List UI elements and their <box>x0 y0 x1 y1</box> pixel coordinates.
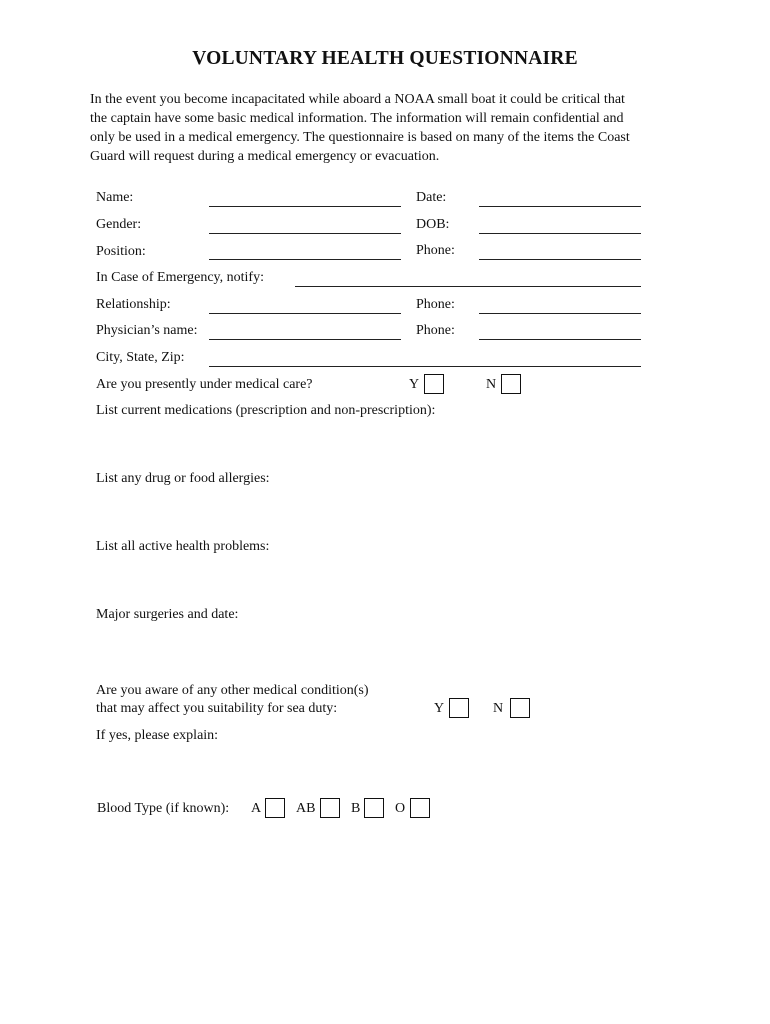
intro-line: only be used in a medical emergency. The questionnaire is based on many of the items the Coast <box>90 130 630 145</box>
other-conditions-no-label: N <box>493 701 504 716</box>
intro-line: the captain have some basic medical information. The information will remain confidential and <box>90 111 624 126</box>
health-problems-prompt: List all active health problems: <box>96 539 270 554</box>
surgeries-prompt: Major surgeries and date: <box>96 607 239 622</box>
emergency-phone-label: Phone: <box>416 297 455 312</box>
medical-care-question: Are you presently under medical care? <box>96 377 313 392</box>
explain-prompt: If yes, please explain: <box>96 728 219 743</box>
medical-care-no-checkbox[interactable] <box>501 374 521 394</box>
blood-type-o-label: O <box>395 801 406 816</box>
blood-type-o-checkbox[interactable] <box>410 798 430 818</box>
date-field[interactable] <box>479 206 641 207</box>
blood-type-b-checkbox[interactable] <box>364 798 384 818</box>
medical-care-no-label: N <box>486 377 497 392</box>
medications-prompt: List current medications (prescription and non-prescription): <box>96 403 436 418</box>
other-conditions-question-line2: that may affect you suitability for sea duty: <box>96 701 338 716</box>
emergency-contact-field[interactable] <box>295 286 641 287</box>
other-conditions-yes-label: Y <box>434 701 445 716</box>
physician-field[interactable] <box>209 339 401 340</box>
blood-type-ab-label: AB <box>296 801 316 816</box>
physician-label: Physician’s name: <box>96 323 198 338</box>
other-conditions-yes-checkbox[interactable] <box>449 698 469 718</box>
physician-phone-field[interactable] <box>479 339 641 340</box>
dob-label: DOB: <box>416 217 450 232</box>
phone-label: Phone: <box>416 243 455 258</box>
medical-care-yes-checkbox[interactable] <box>424 374 444 394</box>
blood-type-ab-checkbox[interactable] <box>320 798 340 818</box>
name-field[interactable] <box>209 206 401 207</box>
dob-field[interactable] <box>479 233 641 234</box>
blood-type-a-checkbox[interactable] <box>265 798 285 818</box>
intro-line: In the event you become incapacitated while aboard a NOAA small boat it could be critical that <box>90 92 625 107</box>
city-state-zip-label: City, State, Zip: <box>96 350 185 365</box>
physician-phone-label: Phone: <box>416 323 455 338</box>
form-title: VOLUNTARY HEALTH QUESTIONNAIRE <box>192 48 578 69</box>
city-state-zip-field[interactable] <box>209 366 641 367</box>
emergency-phone-field[interactable] <box>479 313 641 314</box>
date-label: Date: <box>416 190 447 205</box>
gender-field[interactable] <box>209 233 401 234</box>
intro-paragraph <box>90 90 680 166</box>
relationship-label: Relationship: <box>96 297 171 312</box>
gender-label: Gender: <box>96 217 142 232</box>
position-label: Position: <box>96 244 146 259</box>
blood-type-a-label: A <box>251 801 262 816</box>
blood-type-label: Blood Type (if known): <box>97 801 230 816</box>
allergies-prompt: List any drug or food allergies: <box>96 471 270 486</box>
relationship-field[interactable] <box>209 313 401 314</box>
name-label: Name: <box>96 190 134 205</box>
medical-care-yes-label: Y <box>409 377 420 392</box>
other-conditions-question-line1: Are you aware of any other medical condition(s) <box>96 683 369 698</box>
position-field[interactable] <box>209 259 401 260</box>
blood-type-b-label: B <box>351 801 361 816</box>
other-conditions-no-checkbox[interactable] <box>510 698 530 718</box>
phone-field[interactable] <box>479 259 641 260</box>
intro-line: Guard will request during a medical emergency or evacuation. <box>90 149 440 164</box>
emergency-contact-label: In Case of Emergency, notify: <box>96 270 264 285</box>
